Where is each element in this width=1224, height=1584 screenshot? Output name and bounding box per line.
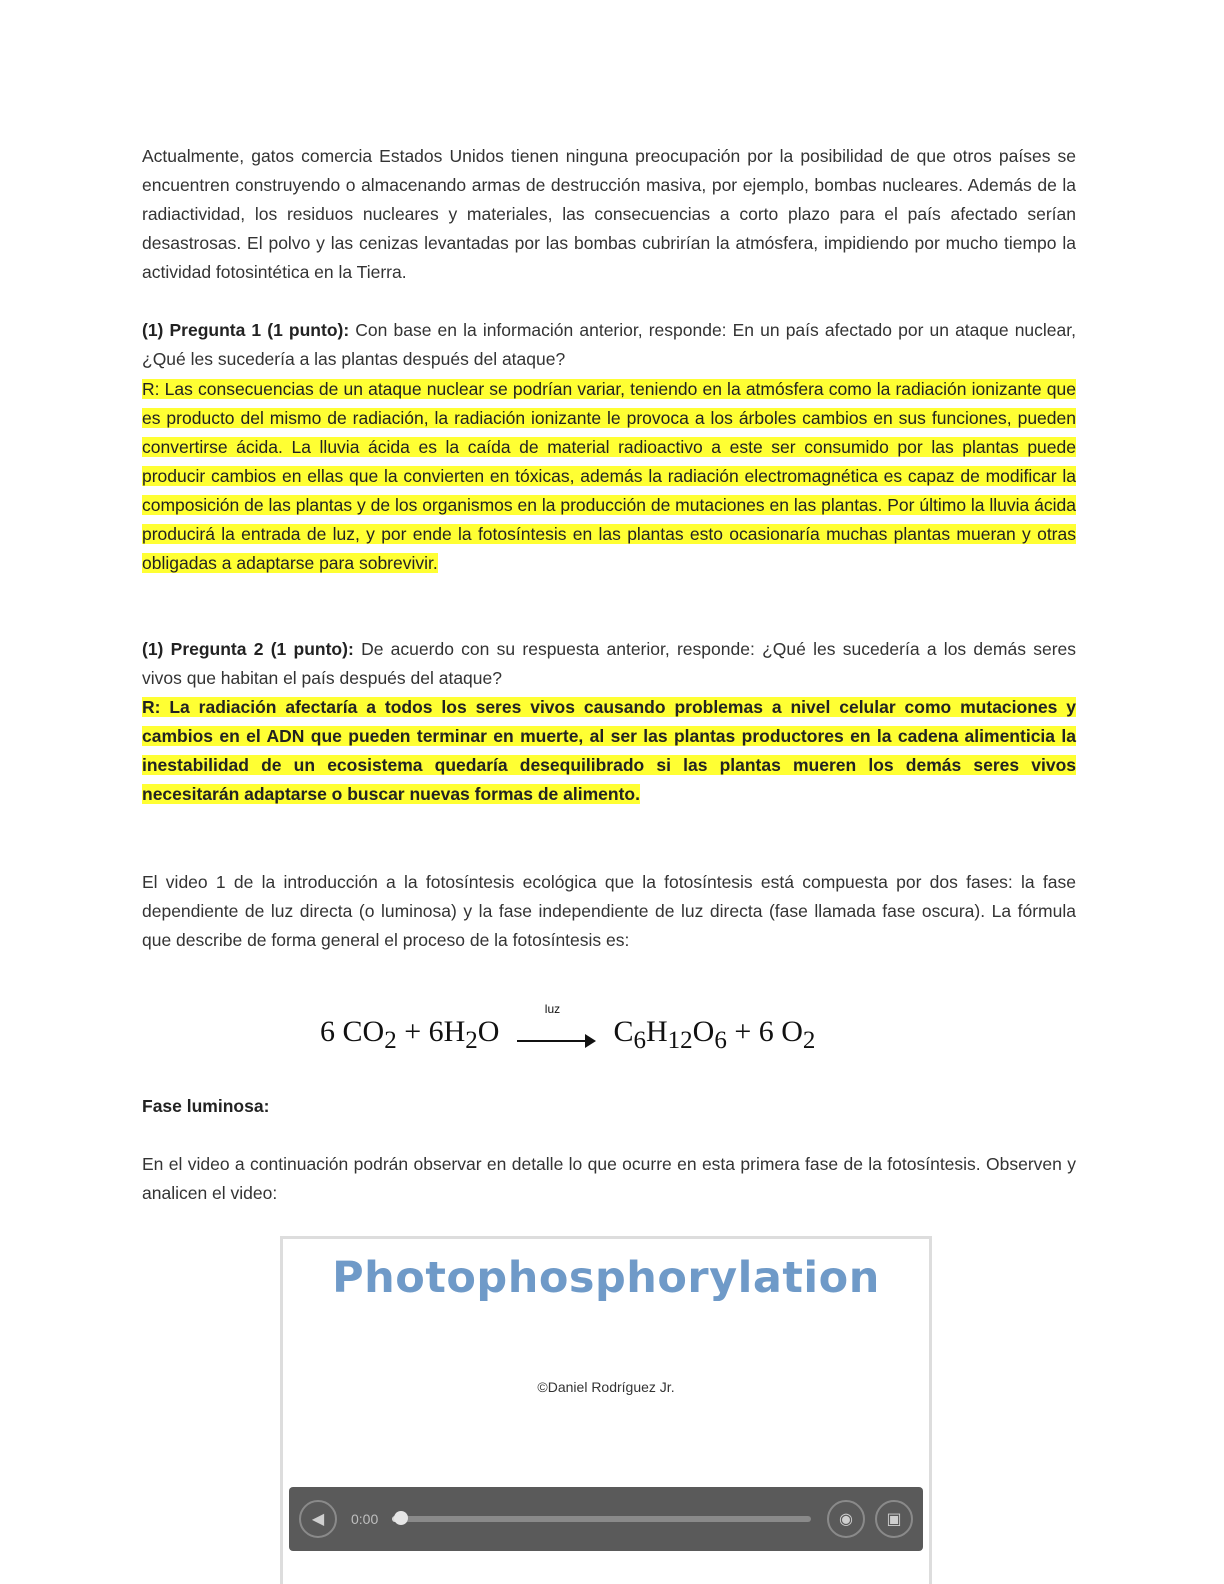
answer-2-highlighted: R: La radiación afectaría a todos los seres vivos causando problemas a nivel celular como mutaciones y cambios en el ADN que pueden terminar en muerte, al ser las plantas productores en la cadena alimenticia la inestabilidad de un ecosistema quedaría desequilibrado si las plantas mueren los demás seres vivos necesitarán adaptarse o buscar nuevas formas de alimento. — [142, 697, 1076, 804]
intro-paragraph: Actualmente, gatos comercia Estados Unidos tienen ninguna preocupación por la posibilidad de que otros países se encuentren construyendo o almacenando armas de destrucción masiva, por ejemplo, bombas nucleares. Además de la radiactividad, los residuos nucleares y materiales, las consecuencias a corto plazo para el país afectado serían desastrosas. El polvo y las cenizas levantadas por las bombas cubrirían la atmósfera, impidiendo por mucho tiempo la actividad fotosintética en la Tierra. — [142, 146, 1076, 282]
video-progress-bar[interactable] — [392, 1516, 811, 1522]
question-1-text: Con base en la información anterior, responde: En un país afectado por un ataque nuclear, ¿Qué les sucedería a las plantas después del ataque? — [142, 320, 1076, 369]
question-1 — [142, 316, 1076, 374]
photosynthesis-paragraph: El video 1 de la introducción a la fotosíntesis ecológica que la fotosíntesis está compuesta por dos fases: la fase dependiente de luz directa (o luminosa) y la fase independiente de luz directa (fase llamada fase oscura). La fórmula que describe de forma general el proceso de la fotosíntesis es: — [142, 872, 1076, 950]
video-caption: ©Daniel Rodríguez Jr. — [537, 1379, 675, 1395]
reaction-arrow — [517, 1002, 595, 1050]
answer-1-highlighted: R: Las consecuencias de un ataque nuclear se podrían variar, teniendo en la atmósfera como la radiación ionizante que es producto del mismo de radiación, la radiación ionizante le provoca a los árboles cambios en sus funciones, pueden convertirse ácida. La lluvia ácida es la caída de material radioactivo a este ser consumido por las plantas puede producir cambios en ellas que la convierten en tóxicas, además la radiación electromagnética es capaz de modificar la composición de las plantas y de los organismos en la producción de mutaciones en las plantas. Por último la lluvia ácida producirá la entrada de luz, y por ende la fotosíntesis en las plantas esto ocasionaría muchas plantas mueran y otras obligadas a adaptarse para sobrevivir. — [142, 379, 1076, 573]
video-title: Photophosphorylation — [332, 1253, 880, 1303]
video-time: 0:00 — [351, 1511, 379, 1527]
video-intro-paragraph: En el video a continuación podrán observar en detalle lo que ocurre en esta primera fase de la fotosíntesis. Observen y analicen el video: — [142, 1154, 1076, 1203]
question-2-label: (1) Pregunta 2 (1 punto): — [142, 639, 354, 659]
arrow-label: luz — [544, 1002, 561, 1016]
video-player[interactable] — [280, 1236, 932, 1584]
progress-handle[interactable] — [394, 1511, 408, 1525]
equation-reactants: 6 $CO_2 + 6H_2O$ — [320, 1015, 500, 1054]
answer-2 — [142, 693, 1076, 809]
question-2-text: De acuerdo con su respuesta anterior, responde: ¿Qué les sucedería a los demás seres vivos que habitan el país después del ataque? — [142, 639, 1077, 688]
fullscreen-icon[interactable]: ▣ — [875, 1500, 913, 1538]
photosynthesis-equation — [320, 1000, 920, 1070]
play-icon[interactable]: ◀ — [299, 1500, 337, 1538]
section-subheading: Fase luminosa: — [142, 1096, 270, 1116]
answer-1 — [142, 375, 1076, 578]
video-controls — [289, 1487, 923, 1551]
volume-icon[interactable]: ◉ — [827, 1500, 865, 1538]
question-1-label: (1) Pregunta 1 (1 punto): — [142, 320, 350, 340]
equation-products: $C_6H_{12}O_6 + 6$ $O_2$ — [613, 1015, 816, 1054]
question-2 — [142, 635, 1076, 693]
